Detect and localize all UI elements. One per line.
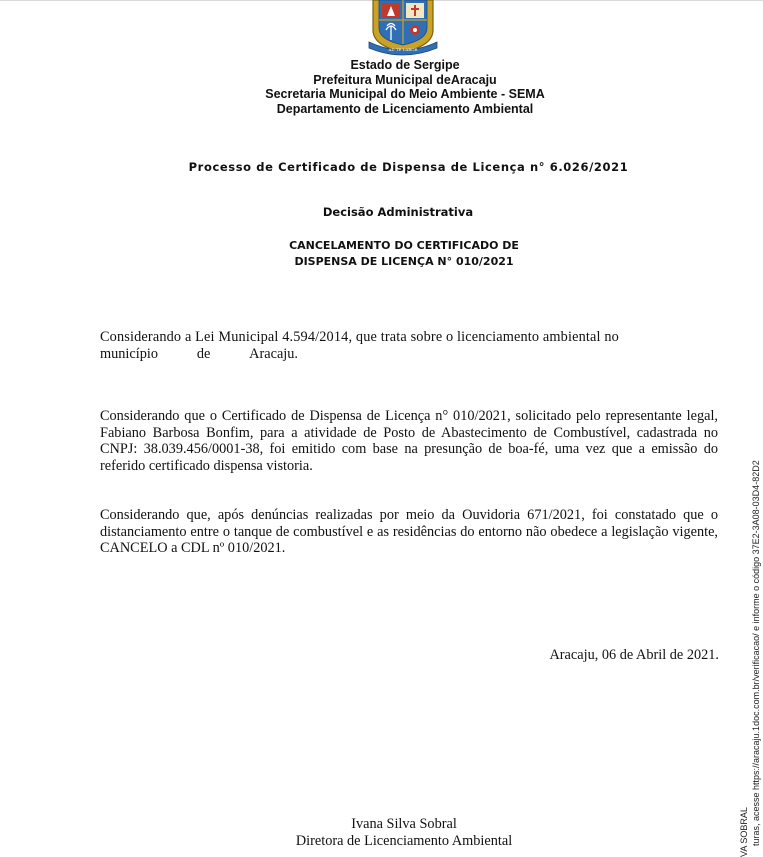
paragraph-1-line1: Considerando a Lei Municipal 4.594/2014, que trata sobre o licenciamento ambiental no [100, 329, 619, 345]
signatory-role: Diretora de Licenciamento Ambiental [295, 833, 513, 849]
header-state: Estado de Sergipe [350, 58, 460, 72]
header-department: Departamento de Licenciamento Ambiental [276, 101, 534, 116]
verification-signer: VA SOBRAL [739, 807, 749, 857]
decision-title: Decisão Administrativa [322, 205, 474, 219]
paragraph-2: Considerando que o Certificado de Dispensa de Licença n° 010/2021, solicitado pelo representante legal, Fabiano Barbosa Bonfim, para a atividade de Posto de Abastecimento de Combustível, cadastrada no CNPJ: 38.039.456/0001-38, foi emitido com base na presunção de boa-fé, uma vez que a emissão do referido certificado dispensa vistoria. [100, 408, 718, 474]
document-date: Aracaju, 06 de Abril de 2021. [549, 647, 719, 663]
process-title-text: Processo de Certificado de Dispensa de Licença n° 6.026/2021 [188, 160, 629, 174]
document-header [0, 58, 763, 116]
signature-block [0, 816, 763, 850]
paragraph-1-word3: Aracaju. [249, 345, 298, 362]
header-secretariat: Secretaria Municipal do Meio Ambiente - SEMA [265, 87, 545, 101]
header-prefecture: Prefeitura Municipal deAracaju [313, 72, 497, 87]
coat-of-arms-icon [367, 0, 439, 56]
cancellation-title [0, 238, 763, 270]
paragraph-1-word2: de [196, 345, 211, 362]
paragraph-3: Considerando que, após denúncias realizadas por meio da Ouvidoria 671/2021, foi constatado que o distanciamento entre o tanque de combustível e as residências do entorno não obedece a legislação vigente, CANCELO a CDL nº 010/2021. [100, 507, 718, 556]
process-title [0, 160, 763, 174]
signatory-name: Ivana Silva Sobral [351, 816, 457, 832]
verification-link-text: turas, acesse https://aracaju.1doc.com.br/verificacao/ e informe o código 37E2-3A08-03D4-82D2 [751, 460, 761, 846]
paragraph-1-word1: município [100, 345, 158, 362]
verification-sidebar [738, 460, 762, 857]
cancellation-title-line2: DISPENSA DE LICENÇA N° 010/2021 [294, 255, 514, 268]
paragraph-1-line2 [100, 346, 298, 363]
cancellation-title-line1: CANCELAMENTO DO CERTIFICADO DE [289, 239, 519, 252]
crest-motto: AD TE LABOR [388, 47, 418, 52]
paragraph-1 [100, 329, 718, 362]
